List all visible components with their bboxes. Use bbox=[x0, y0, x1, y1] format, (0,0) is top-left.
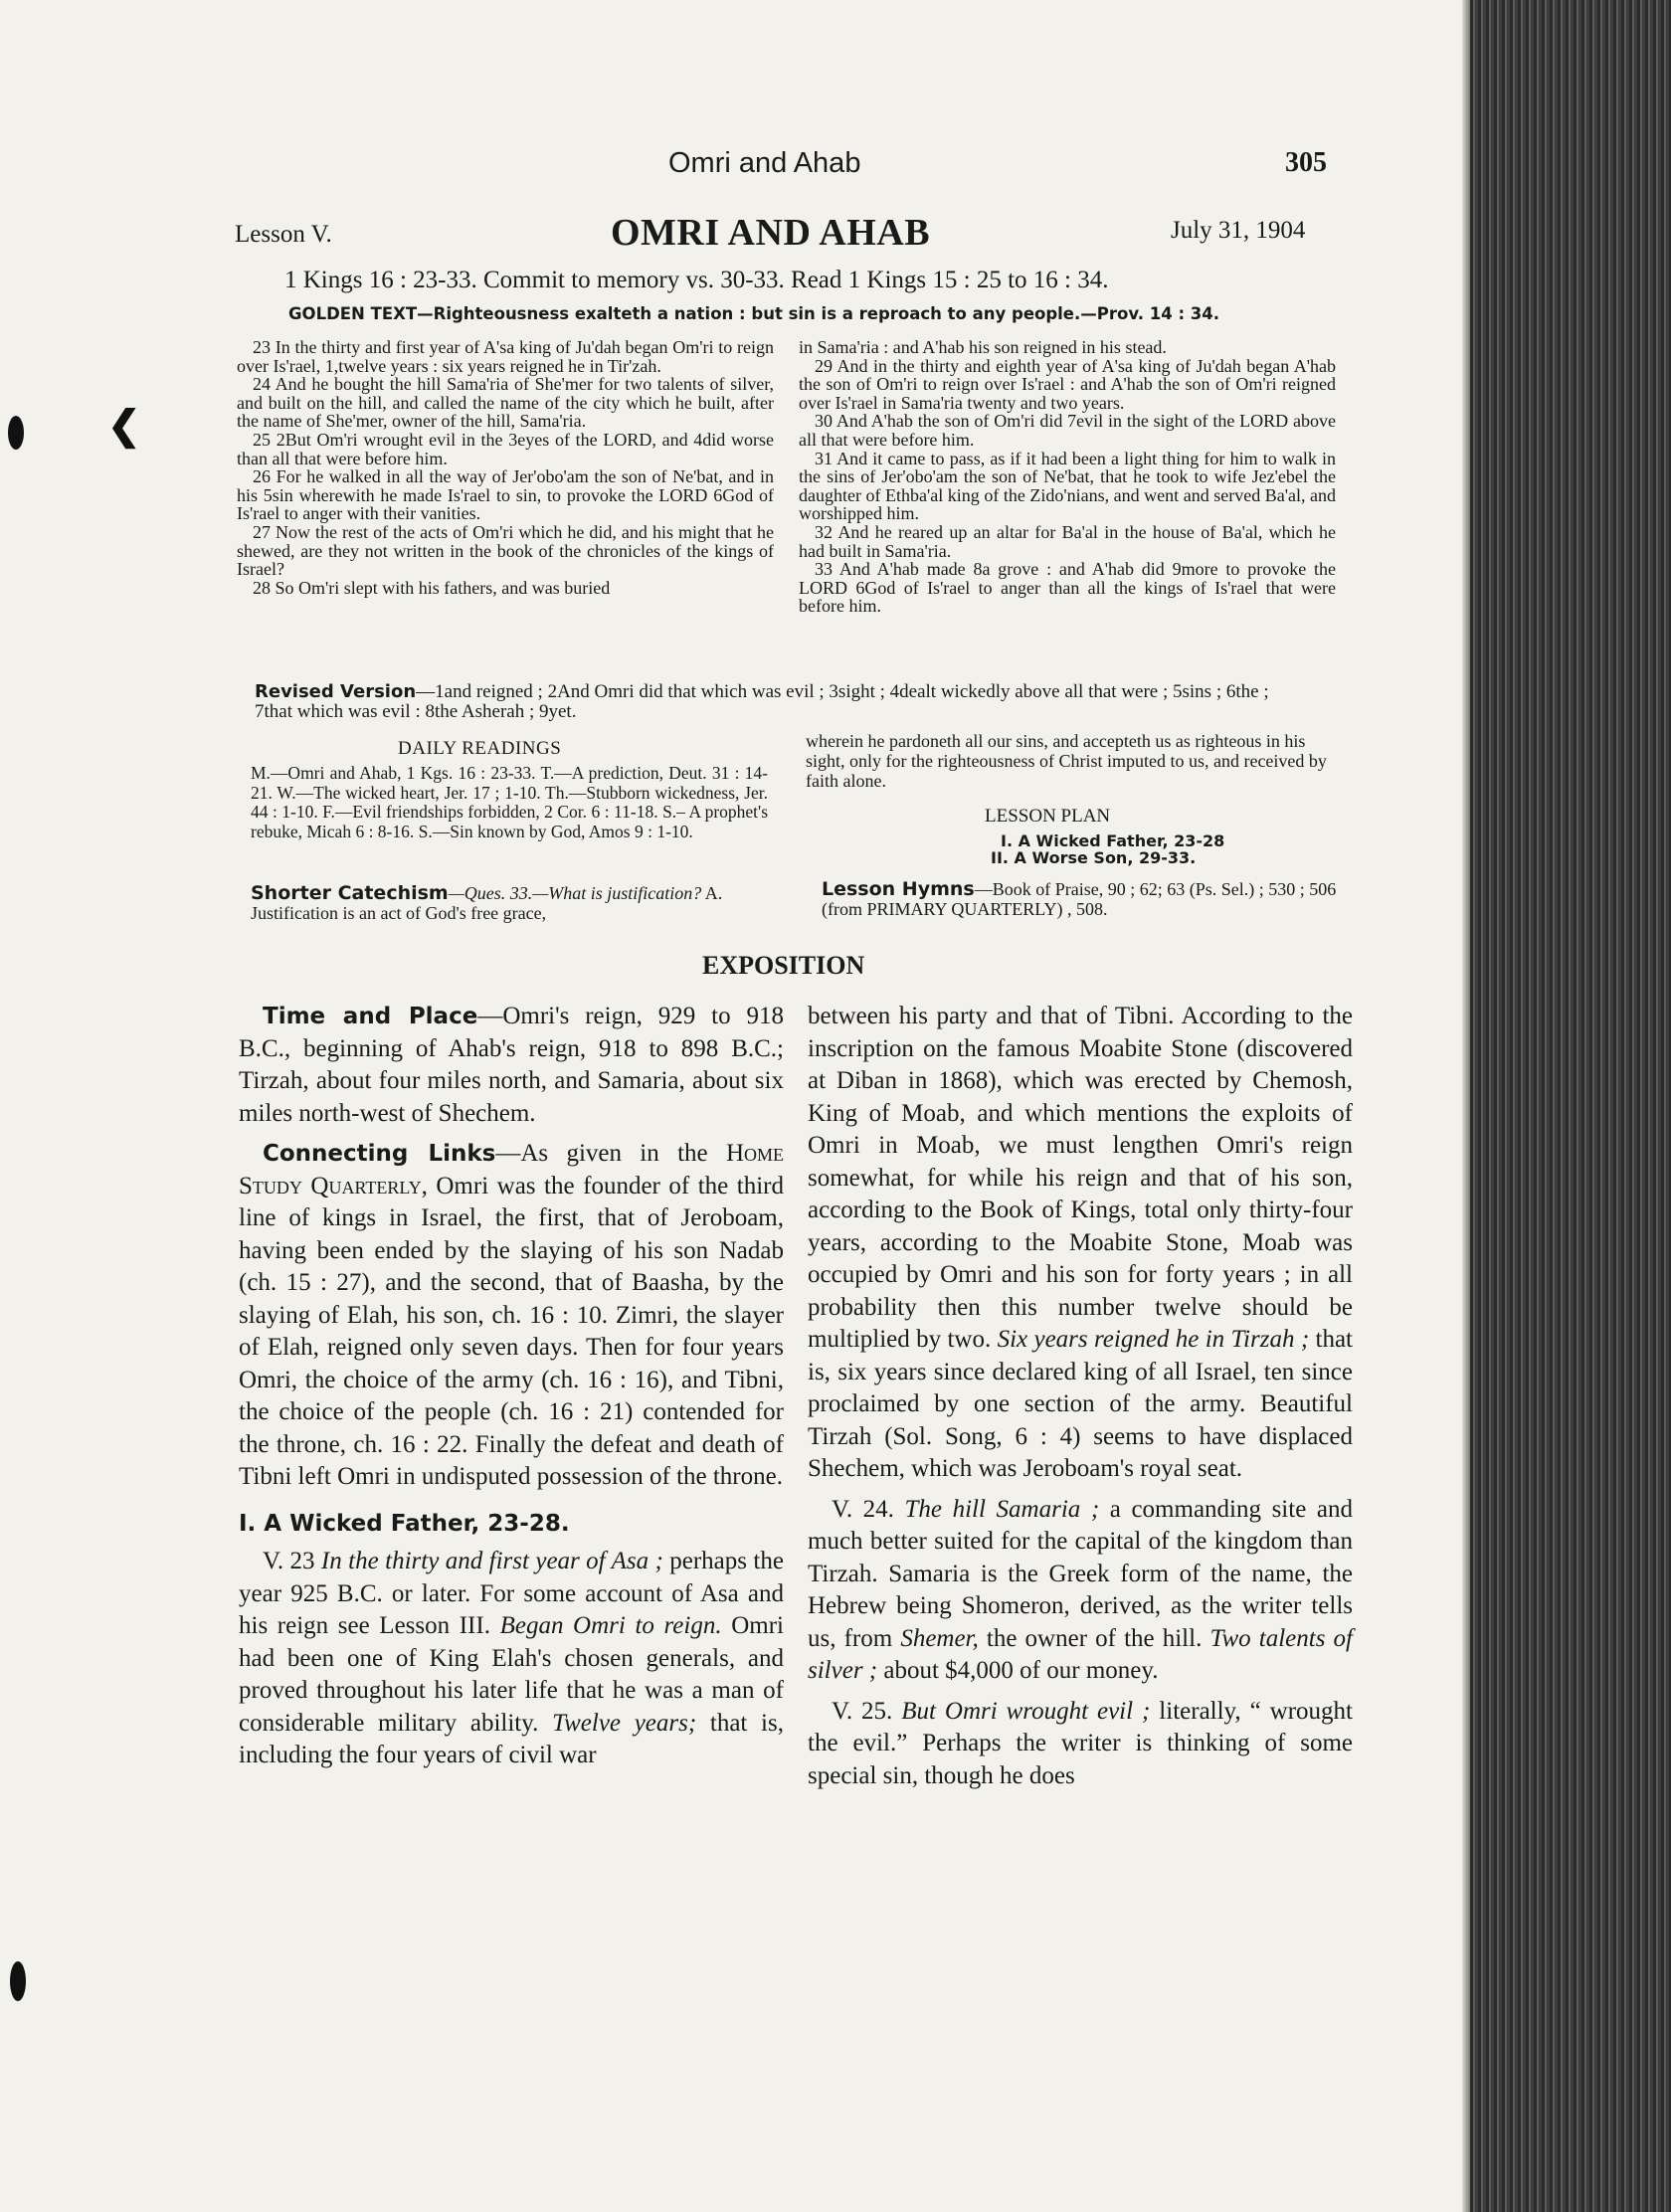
binding-hole bbox=[8, 416, 24, 450]
lesson-number: Lesson V. bbox=[235, 221, 332, 248]
verse: 26 For he walked in all the way of Jer'obo'am the son of Ne'bat, and in his 5sin wherewith he made Is'rael to sin, to provoke the LORD 6God of Is'rael to anger with their vanities. bbox=[237, 466, 774, 524]
revised-version-label: Revised Version bbox=[255, 681, 417, 702]
catechism-continued: wherein he pardoneth all our sins, and accepteth us as righteous in his sight, only for the righteousness of Christ imputed to us, and received by faith alone. bbox=[806, 731, 1327, 791]
verse: 32 And he reared up an altar for Ba'al in the house of Ba'al, which he had built in Sama'ria. bbox=[799, 521, 1336, 561]
catechism-label: Shorter Catechism bbox=[251, 882, 449, 904]
commentary-text: the owner of the hill. bbox=[978, 1624, 1210, 1652]
verse: 31 And it came to pass, as if it had been a light thing for him to walk in the sins of Jer'obo'am the son of Ne'bat, that he took to wife Jez'ebel the daughter of Ethba'al king of the Zido'nians, and went and served Ba'al, and worshipped him. bbox=[799, 448, 1336, 524]
time-and-place-label: Time and Place bbox=[263, 1004, 478, 1029]
exposition-column-right bbox=[808, 1001, 1353, 1792]
book-page-stack bbox=[1470, 0, 1671, 2212]
quoted-phrase: Six years reigned he in Tirzah ; bbox=[997, 1326, 1310, 1353]
connecting-links-paragraph bbox=[239, 1138, 784, 1494]
exposition-heading: EXPOSITION bbox=[702, 951, 865, 980]
verse-ref: V. 24. bbox=[832, 1495, 905, 1523]
hymns-text: —Book of Praise, 90 ; 62; 63 (Ps. Sel.) ; 530 ; 506 (from PRIMARY QUARTERLY) , 508. bbox=[822, 879, 1337, 919]
exposition-column-left bbox=[239, 1001, 784, 1772]
daily-readings-heading: DAILY READINGS bbox=[398, 738, 562, 759]
commentary-text: that is, including the four years of civil war bbox=[239, 1709, 784, 1768]
quoted-phrase: Two talents of silver ; bbox=[808, 1624, 1353, 1684]
hymns-label: Lesson Hymns bbox=[822, 878, 975, 900]
time-and-place-paragraph bbox=[239, 1001, 784, 1130]
golden-text: GOLDEN TEXT—Righteousness exalteth a nation : but sin is a reproach to any people.—Prov. 14 : 34. bbox=[288, 304, 1220, 323]
revised-version-text: —1and reigned ; 2And Omri did that which was evil ; 3sight ; 4dealt wickedly above all that were ; 5sins ; 6the ; 7that which was evil : 8the Asherah ; 9yet. bbox=[255, 681, 1269, 722]
lesson-plan-item: I. A Wicked Father, 23-28 bbox=[1001, 831, 1225, 850]
page-number: 305 bbox=[1285, 147, 1327, 178]
lesson-title: OMRI AND AHAB bbox=[611, 212, 931, 254]
commentary-text: between his party and that of Tibni. According to the inscription on the famous Moabite Stone (discovered at Diban in 1868), which was erected by Chemosh, King of Moab, and which mentions the exploits of Omri in Moab, we must lengthen Omri's reign somewhat, for while his reign and that of his son, according to the Book of Kings, total only thirty-four years, according to the Moabite Stone, Moab was occupied by Omri and his son for forty years ; in all probability then this number twelve should be multiplied by two. bbox=[808, 1003, 1353, 1353]
verse: 28 So Om'ri slept with his fathers, and was buried bbox=[253, 577, 611, 598]
commentary-text: perhaps the year 925 B.C. or later. For some account of Asa and his reign see Lesson III. bbox=[239, 1548, 784, 1639]
commentary-text: that is, six years since declared king of all Israel, ten since proclaimed by one section of the army. Beautiful Tirzah (Sol. Song, 6 : 4) seems to have displaced Shechem, which was Jeroboam's royal seat. bbox=[808, 1326, 1353, 1482]
verse: 23 In the thirty and first year of A'sa king of Ju'dah began Om'ri to reign over Is'rael, 1,twelve years : six years reigned he in Tir'zah. bbox=[237, 337, 774, 376]
verse: in Sama'ria : and A'hab his son reigned in his stead. bbox=[799, 337, 1167, 357]
commentary-text: about $4,000 of our money. bbox=[877, 1657, 1159, 1684]
connecting-links-text: —As given in the bbox=[495, 1140, 726, 1167]
scripture-column-left bbox=[237, 338, 774, 597]
scripture-column-right bbox=[799, 338, 1336, 616]
verse-23-continued bbox=[808, 1001, 1353, 1486]
running-title: Omri and Ahab bbox=[668, 147, 861, 179]
verse-24-commentary bbox=[808, 1494, 1353, 1688]
quoted-phrase: Shemer, bbox=[900, 1624, 979, 1652]
lesson-hymns bbox=[822, 879, 1339, 919]
quarterly-title: Home Study Quarterly bbox=[239, 1140, 784, 1199]
lesson-date: July 31, 1904 bbox=[1171, 217, 1306, 244]
verse-23-commentary bbox=[239, 1546, 784, 1772]
verse: 30 And A'hab the son of Om'ri did 7evil in the sight of the LORD above all that were before him. bbox=[799, 411, 1336, 450]
commentary-text: literally, “ wrought the evil.” Perhaps the writer is thinking of some special sin, though he does bbox=[808, 1697, 1353, 1789]
connecting-links-label: Connecting Links bbox=[263, 1141, 496, 1167]
quoted-phrase: Began Omri to reign. bbox=[499, 1612, 722, 1639]
connecting-links-text: , Omri was the founder of the third line of kings in Israel, the first, that of Jeroboam, having been ended by the slaying of his son Nadab (ch. 15 : 27), and the second, that of Baasha, by the slaying of Elah, his son, ch. 16 : 10. Zimri, the slayer of Elah, reigned only seven days. Then for four years Omri, the choice of the army (ch. 16 : 16), and Tibni, the choice of the people (ch. 16 : 21) contended for the throne, ch. 16 : 22. Finally the defeat and death of Tibni left Omri in undisputed possession of the throne. bbox=[239, 1172, 785, 1490]
section-heading: I. A Wicked Father, 23-28. bbox=[239, 1510, 570, 1537]
quoted-phrase: In the thirty and first year of Asa ; bbox=[320, 1548, 663, 1574]
catechism-answer: A. Justification is an act of God's free grace, bbox=[251, 883, 723, 923]
verse-25-commentary bbox=[808, 1696, 1353, 1793]
verse: 25 2But Om'ri wrought evil in the 3eyes of the LORD, and 4did worse than all that were before him. bbox=[237, 429, 774, 468]
verse: 29 And in the thirty and eighth year of A'sa king of Ju'dah began A'hab the son of Om'ri to reign over Is'rael : and A'hab the son of Om'ri reigned over Is'rael in Sama'ria twenty and two years. bbox=[799, 355, 1336, 413]
verse-ref: V. 25. bbox=[832, 1697, 902, 1725]
quoted-phrase: But Omri wrought evil ; bbox=[901, 1697, 1151, 1725]
scripture-references: 1 Kings 16 : 23-33. Commit to memory vs. 30-33. Read 1 Kings 15 : 25 to 16 : 34. bbox=[284, 267, 1109, 293]
shorter-catechism bbox=[251, 883, 768, 923]
commentary-text: a commanding site and much better suited for the capital of the kingdom than Tirzah. Samaria is the Greek form of the name, the Hebrew being Shomeron, derived, as the writer tells us, from bbox=[808, 1495, 1353, 1652]
commentary-text: Omri had been one of King Elah's chosen generals, and proved throughout his later life that he was a man of considerable military ability. bbox=[239, 1612, 784, 1737]
verse: 33 And A'hab made 8a grove : and A'hab did 9more to provoke the LORD 6God of Is'rael to anger than all the kings of Is'rael that were before him. bbox=[799, 559, 1336, 617]
daily-readings-text: M.—Omri and Ahab, 1 Kgs. 16 : 23-33. T.—A prediction, Deut. 31 : 14-21. W.—The wicked heart, Jer. 17 ; 1-10. Th.—Stubborn wickedness, Jer. 44 : 1-10. F.—Evil friendships forbidden, 2 Cor. 6 : 11-18. S.– A prophet's rebuke, Micah 6 : 8-16. S.—Sin known by God, Amos 9 : 1-10. bbox=[251, 763, 768, 841]
quoted-phrase: The hill Samaria ; bbox=[904, 1495, 1100, 1523]
time-and-place-text: —Omri's reign, 929 to 918 B.C., beginning of Ahab's reign, 918 to 898 B.C.; Tirzah, about four miles north, and Samaria, about six miles north-west of Shechem. bbox=[239, 1003, 784, 1127]
catechism-question: —Ques. 33.—What is justification? bbox=[448, 883, 702, 903]
verse: 24 And he bought the hill Sama'ria of She'mer for two talents of silver, and built on the hill, and called the name of the city which he built, after the name of She'mer, owner of the hill, Sama'ria. bbox=[237, 374, 774, 432]
revised-version-note bbox=[255, 682, 1309, 722]
margin-mark: ❮ bbox=[107, 403, 141, 448]
verse: 27 Now the rest of the acts of Om'ri which he did, and his might that he shewed, are they not written in the book of the chronicles of the kings of Israel? bbox=[237, 521, 774, 580]
lesson-plan-heading: LESSON PLAN bbox=[985, 806, 1111, 827]
lesson-plan-item: II. A Worse Son, 29-33. bbox=[991, 848, 1197, 867]
binding-hole bbox=[10, 1961, 26, 2001]
verse-ref: V. 23 bbox=[263, 1548, 321, 1574]
quoted-phrase: Twelve years; bbox=[552, 1709, 697, 1737]
